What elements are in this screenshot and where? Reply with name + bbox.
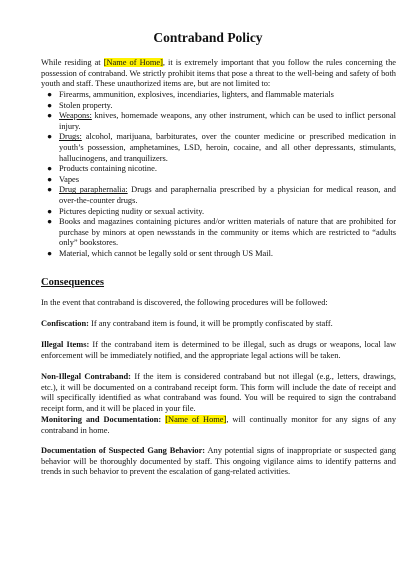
- bullet-icon: ●: [47, 217, 53, 227]
- bullet-icon: ●: [47, 100, 53, 110]
- name-of-home-placeholder: [Name of Home]: [165, 415, 227, 424]
- page-title: Contraband Policy: [153, 30, 263, 45]
- list-item: ● Drugs: alcohol, marijuana, barbiturates, over the counter medicine or prescribed medication in youth’s possession, amphetamines, LSD, heroin, cocaine, and all other depressants, stimulants, hallucinogens, and tranquilizers.: [47, 132, 396, 163]
- contraband-list: [41, 90, 396, 260]
- list-item: ● Pictures depicting nudity or sexual activity.: [47, 206, 205, 216]
- monitoring-paragraph: Monitoring and Documentation: [Name of Home], will continually monitor for any signs of any contraband in home.: [41, 415, 397, 435]
- list-item: ● Vapes: [47, 174, 79, 184]
- illegal-items-paragraph: Illegal Items: If the contraband item is determined to be illegal, such as drugs or weapons, local law enforcement will be immediately notified, and the appropriate legal actions will be taken.: [41, 340, 397, 360]
- list-item: ● Products containing nicotine.: [47, 164, 157, 174]
- consequences-heading: Consequences: [41, 277, 105, 288]
- bullet-icon: ●: [47, 111, 53, 121]
- bullet-icon: ●: [47, 185, 53, 195]
- list-item: ● Stolen property.: [47, 100, 113, 110]
- bullet-icon: ●: [47, 164, 53, 174]
- gang-behavior-paragraph: Documentation of Suspected Gang Behavior: Any potential signs of inappropriate or suspected gang behavior will be thoroughly documented by staff. This ongoing vigilance aims to identify patterns and trends in such behavior to prevent the escalation of gang-related activities.: [41, 446, 396, 477]
- bullet-icon: ●: [47, 90, 53, 99]
- intro-after: , it is extremely important that you follow the rules concerning the possession of contraband. We strictly prohibit items that pose a threat to the well-being and safety of both youth and staff. These unauthorized items are, but are not limited to:: [41, 58, 396, 89]
- name-of-home-placeholder: [Name of Home]: [103, 58, 163, 67]
- list-item: ● Firearms, ammunition, explosives, incendiaries, lighters, and flammable materials: [47, 90, 334, 99]
- consequences-intro: In the event that contraband is discovered, the following procedures will be followed:: [41, 298, 328, 307]
- bullet-icon: ●: [47, 248, 53, 258]
- intro-before: While residing at: [41, 58, 104, 67]
- non-illegal-paragraph: Non-Illegal Contraband: If the item is considered contraband but not illegal (e.g., letters, drawings, etc.), it will be documented on a contraband receipt form. This form will include the date of receipt and will specifically identified as what contraband was found. You will be required to sign the contraband receipt form, and it will be placed in your file.: [41, 372, 396, 413]
- list-item: ● Drug paraphernalia: Drugs and paraphernalia prescribed by a physician for medical reason, and over-the-counter drugs.: [47, 185, 396, 205]
- bullet-icon: ●: [47, 206, 53, 216]
- bullet-icon: ●: [47, 174, 53, 184]
- list-item: ● Material, which cannot be legally sold or sent through US Mail.: [47, 248, 273, 258]
- bullet-icon: ●: [47, 132, 53, 142]
- list-item: ● Books and magazines containing pictures and/or written materials of nature that are prohibited for purchase by minors at open newsstands in the community or items which are restricted to “adults only” bookstores.: [47, 217, 396, 248]
- list-item: ● Weapons: knives, homemade weapons, any other instrument, which can be used to inflict personal injury.: [47, 111, 396, 131]
- intro-paragraph: [41, 58, 396, 90]
- confiscation-paragraph: Confiscation: If any contraband item is found, it will be promptly confiscated by staff.: [41, 319, 333, 328]
